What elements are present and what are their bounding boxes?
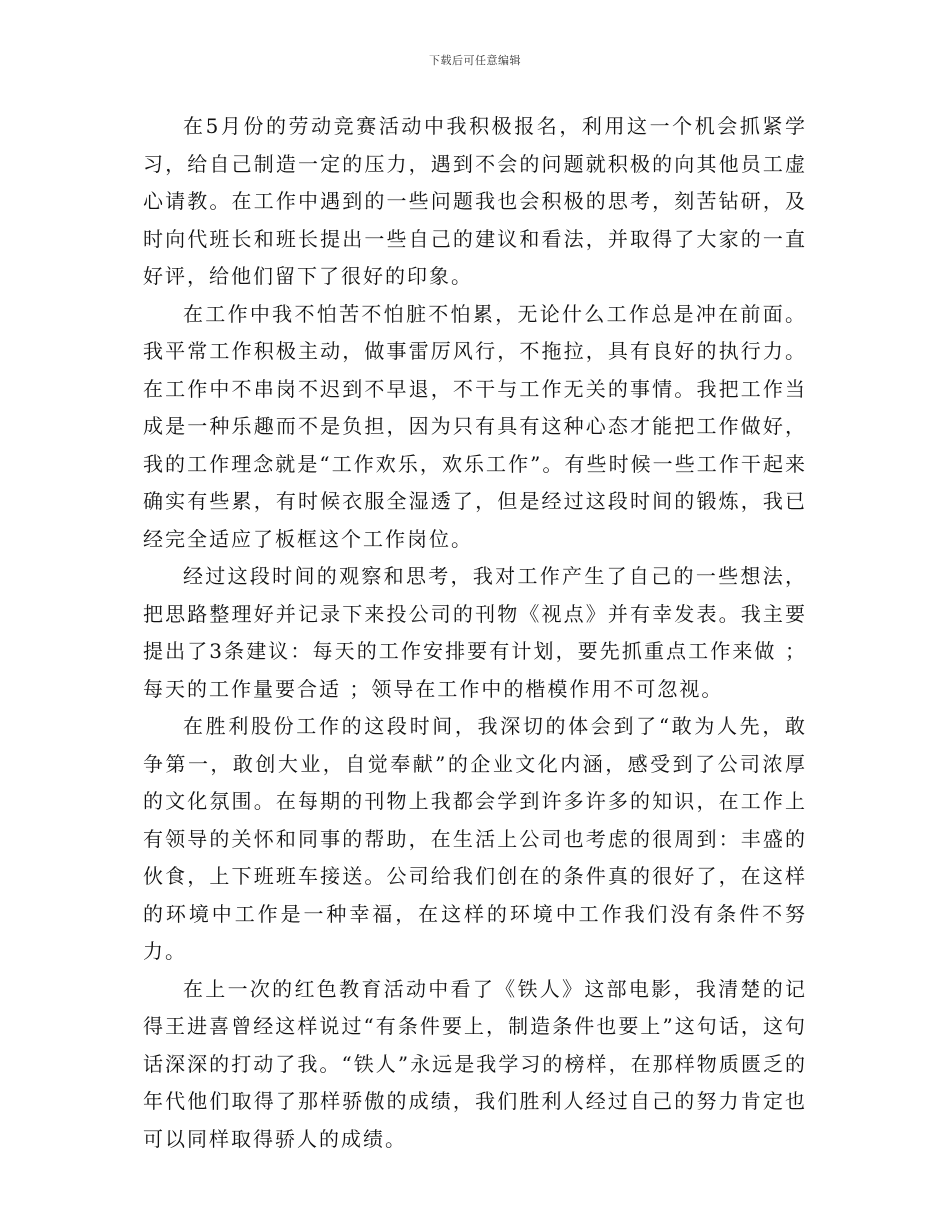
paragraph-1: 在5月份的劳动竞赛活动中我积极报名，利用这一个机会抓紧学习，给自己制造一定的压力，遇到不会的问题就积极的向其他员工虚心请教。在工作中遇到的一些问题我也会积极的思考，刻苦钻研，及时向代班长和班长提出一些自己的建议和看法，并取得了大家的一直好评，给他们留下了很好的印象。 (143, 114, 807, 288)
paragraph-3: 经过这段时间的观察和思考，我对工作产生了自己的一些想法，把思路整理好并记录下来投公司的刊物《视点》并有幸发表。我主要提出了3条建议：每天的工作安排要有计划，要先抓重点工作来做 ；每天的工作量要合适 ；领导在工作中的楷模作用不可忽视。 (143, 564, 807, 701)
page-header: 下载后可任意编辑 (429, 54, 521, 67)
paragraph-2: 在工作中我不怕苦不怕脏不怕累，无论什么工作总是冲在前面。我平常工作积极主动，做事雷厉风行，不拖拉，具有良好的执行力。在工作中不串岗不迟到不早退，不干与工作无关的事情。我把工作当成是一种乐趣而不是负担，因为只有具有这种心态才能把工作做好，我的工作理念就是“工作欢乐，欢乐工作”。有些时候一些工作干起来确实有些累，有时候衣服全湿透了，但是经过这段时间的锻炼，我已经完全适应了板框这个工作岗位。 (143, 301, 807, 551)
paragraph-4: 在胜利股份工作的这段时间，我深切的体会到了“敢为人先，敢争第一，敢创大业，自觉奉献”的企业文化内涵，感受到了公司浓厚的文化氛围。在每期的刊物上我都会学到许多许多的知识，在工作上有领导的关怀和同事的帮助，在生活上公司也考虑的很周到：丰盛的伙食，上下班班车接送。公司给我们创在的条件真的很好了，在这样的环境中工作是一种幸福，在这样的环境中工作我们没有条件不努力。 (143, 714, 807, 963)
document-body (143, 108, 807, 1158)
paragraph-5: 在上一次的红色教育活动中看了《铁人》这部电影，我清楚的记得王进喜曾经这样说过“有条件要上，制造条件也要上”这句话，这句话深深的打动了我。“铁人”永远是我学习的榜样，在那样物质匮乏的年代他们取得了那样骄傲的成绩，我们胜利人经过自己的努力肯定也可以同样取得骄人的成绩。 (143, 976, 807, 1151)
